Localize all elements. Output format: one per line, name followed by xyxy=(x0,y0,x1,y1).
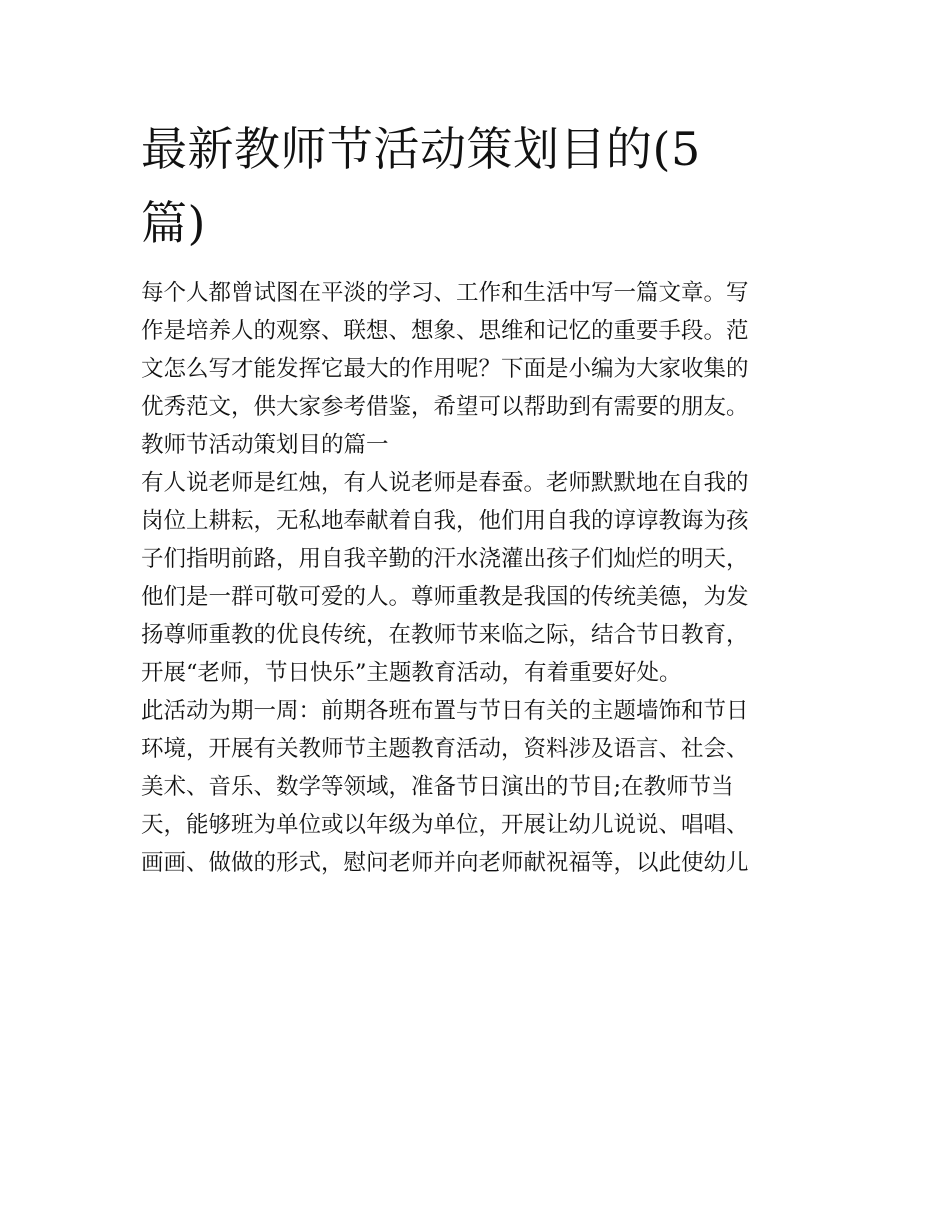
text-line: 开展“老师，节日快乐”主题教育活动，有着重要好处。 xyxy=(141,660,682,686)
text-line: 环境，开展有关教师节主题教育活动，资料涉及语言、社会、 xyxy=(141,736,749,762)
document-content xyxy=(141,112,813,882)
section-heading xyxy=(141,426,813,464)
document-title xyxy=(141,112,813,260)
text-line: 文怎么写才能发挥它最大的作用呢？下面是小编为大家收集的 xyxy=(141,356,749,382)
section-heading-text: 教师节活动策划目的篇一 xyxy=(141,432,389,458)
text-line: 扬尊师重教的优良传统，在教师节来临之际，结合节日教育， xyxy=(141,622,749,648)
intro-paragraph xyxy=(141,274,813,426)
body-paragraph-2 xyxy=(141,692,813,882)
text-line: 此活动为期一周：前期各班布置与节日有关的主题墙饰和节日 xyxy=(141,698,749,724)
text-line: 有人说老师是红烛，有人说老师是春蚕。老师默默地在自我的 xyxy=(141,470,749,496)
text-line: 每个人都曾试图在平淡的学习、工作和生活中写一篇文章。写 xyxy=(141,280,749,306)
text-line: 优秀范文，供大家参考借鉴，希望可以帮助到有需要的朋友。 xyxy=(141,394,749,420)
title-line: 篇) xyxy=(141,196,206,250)
text-line: 画画、做做的形式，慰问老师并向老师献祝福等，以此使幼儿 xyxy=(141,850,749,876)
text-line: 作是培养人的观察、联想、想象、思维和记忆的重要手段。范 xyxy=(141,318,749,344)
title-line: 最新教师节活动策划目的(5 xyxy=(141,122,701,176)
body-paragraph-1 xyxy=(141,464,813,692)
text-line: 他们是一群可敬可爱的人。尊师重教是我国的传统美德，为发 xyxy=(141,584,749,610)
text-line: 天，能够班为单位或以年级为单位，开展让幼儿说说、唱唱、 xyxy=(141,812,749,838)
text-line: 子们指明前路，用自我辛勤的汗水浇灌出孩子们灿烂的明天， xyxy=(141,546,749,572)
text-line: 岗位上耕耘，无私地奉献着自我，他们用自我的谆谆教诲为孩 xyxy=(141,508,749,534)
text-line: 美术、音乐、数学等领域，准备节日演出的节目;在教师节当 xyxy=(141,774,734,800)
